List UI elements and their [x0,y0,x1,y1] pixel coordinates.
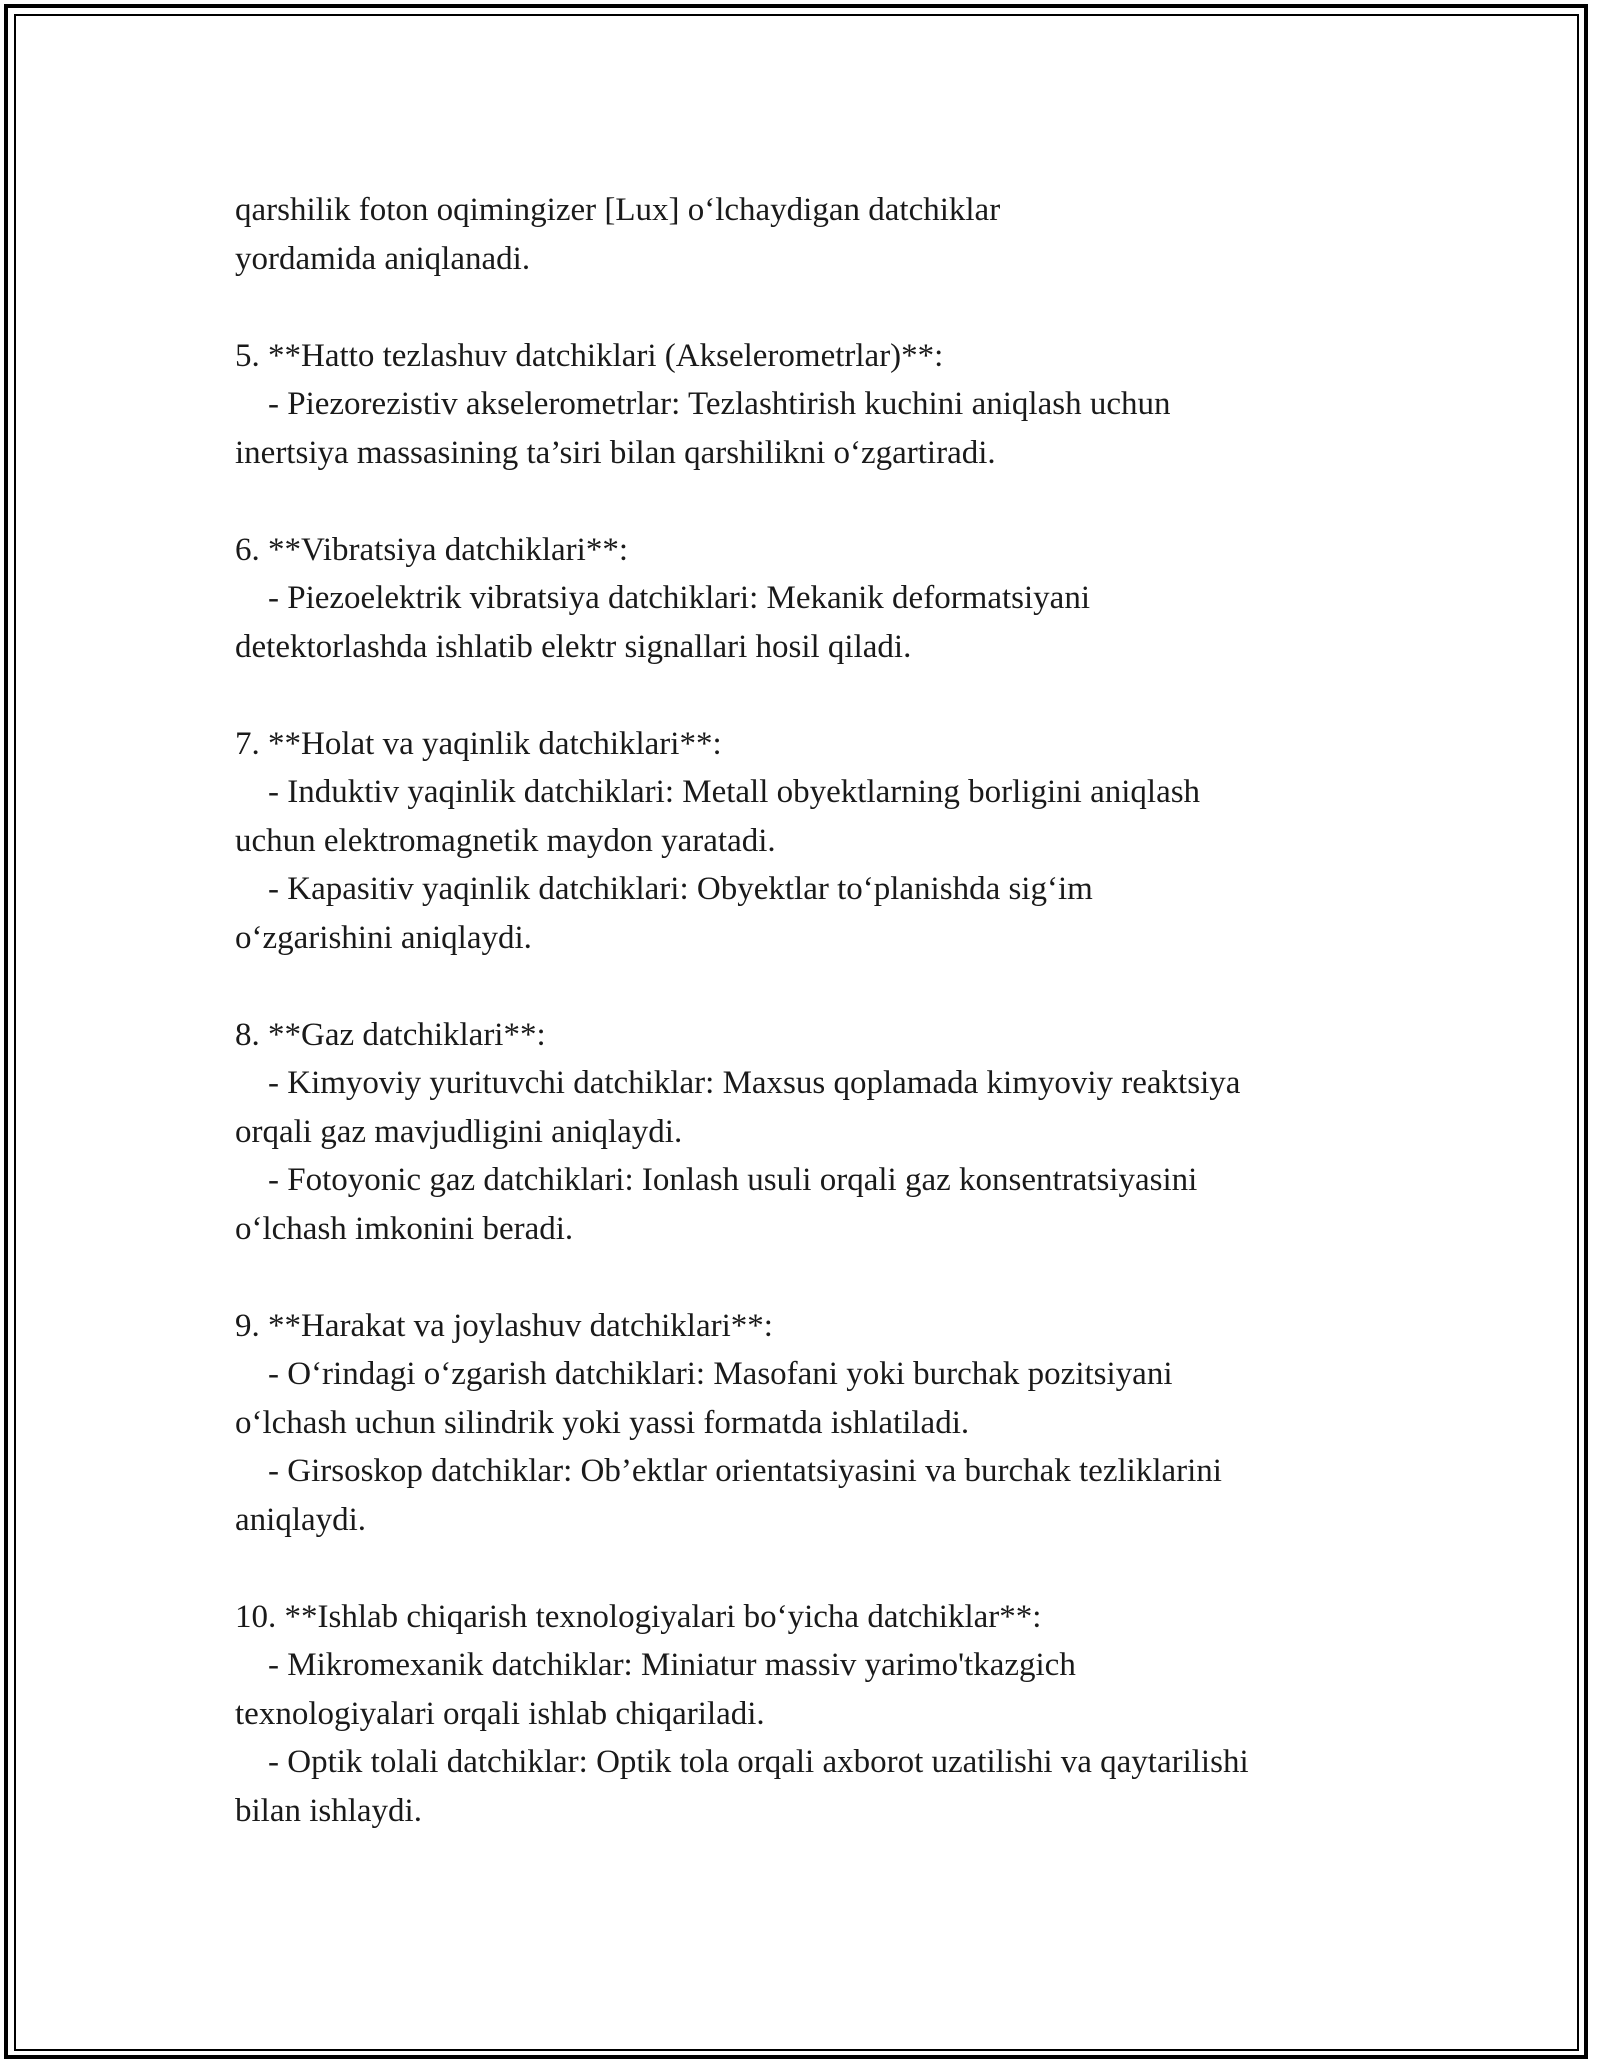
section-heading: 7. **Holat va yaqinlik datchiklari**: [235,725,722,762]
section-line: - Induktiv yaqinlik datchiklari: Metall obyektlarning borligini aniqlash [235,774,1201,810]
section-line: o‘lchash imkonini beradi. [235,1210,574,1247]
intro-line: qarshilik foton oqimingizer [Lux] o‘lchaydigan datchiklar [235,192,1001,228]
section-line: - O‘rindagi o‘zgarish datchiklari: Masofani yoki burchak pozitsiyani [235,1356,1173,1392]
section-line: uchun elektromagnetik maydon yaratadi. [235,822,776,859]
section-line: aniqlaydi. [235,1501,367,1538]
section-line: - Kapasitiv yaqinlik datchiklari: Obyektlar to‘planishda sig‘im [235,871,1093,907]
section-heading: 5. **Hatto tezlashuv datchiklari (Akselerometrlar)**: [235,337,944,374]
section-heading: 8. **Gaz datchiklari**: [235,1016,546,1053]
section-line: - Fotoyonic gaz datchiklari: Ionlash usuli orqali gaz konsentratsiyasini [235,1162,1198,1198]
section-line: - Mikromexanik datchiklar: Miniatur massiv yarimo'tkazgich [235,1647,1076,1683]
section-line: - Piezoelektrik vibratsiya datchiklari: Mekanik deformatsiyani [235,580,1090,616]
section-line: - Kimyoviy yurituvchi datchiklar: Maxsus qoplamada kimyoviy reaktsiya [235,1065,1241,1101]
paragraph-gap [235,477,1375,526]
section-line: o‘lchash uchun silindrik yoki yassi formatda ishlatiladi. [235,1404,970,1441]
intro-line: yordamida aniqlanadi. [235,240,531,277]
section-line: bilan ishlaydi. [235,1792,422,1829]
section-line: o‘zgarishini aniqlaydi. [235,919,532,956]
section-line: texnologiyalari orqali ishlab chiqariladi. [235,1695,765,1732]
section-line: detektorlashda ishlatib elektr signallari hosil qiladi. [235,628,912,665]
paragraph-gap [235,1253,1375,1302]
document-body [235,186,1375,1835]
section-line: orqali gaz mavjudligini aniqlaydi. [235,1113,683,1150]
section-line: - Girsoskop datchiklar: Ob’ektlar orientatsiyasini va burchak tezliklarini [235,1453,1222,1489]
section-line: - Piezorezistiv akselerometrlar: Tezlashtirish kuchini aniqlash uchun [235,386,1171,422]
section-heading: 9. **Harakat va joylashuv datchiklari**: [235,1307,773,1344]
paragraph-gap [235,671,1375,720]
section-line: - Optik tolali datchiklar: Optik tola orqali axborot uzatilishi va qaytarilishi [235,1744,1249,1780]
section-line: inertsiya massasining ta’siri bilan qarshilikni o‘zgartiradi. [235,434,996,471]
paragraph-gap [235,1544,1375,1593]
section-heading: 10. **Ishlab chiqarish texnologiyalari bo‘yicha datchiklar**: [235,1598,1042,1635]
paragraph-gap [235,283,1375,332]
section-heading: 6. **Vibratsiya datchiklari**: [235,531,629,568]
paragraph-gap [235,962,1375,1011]
